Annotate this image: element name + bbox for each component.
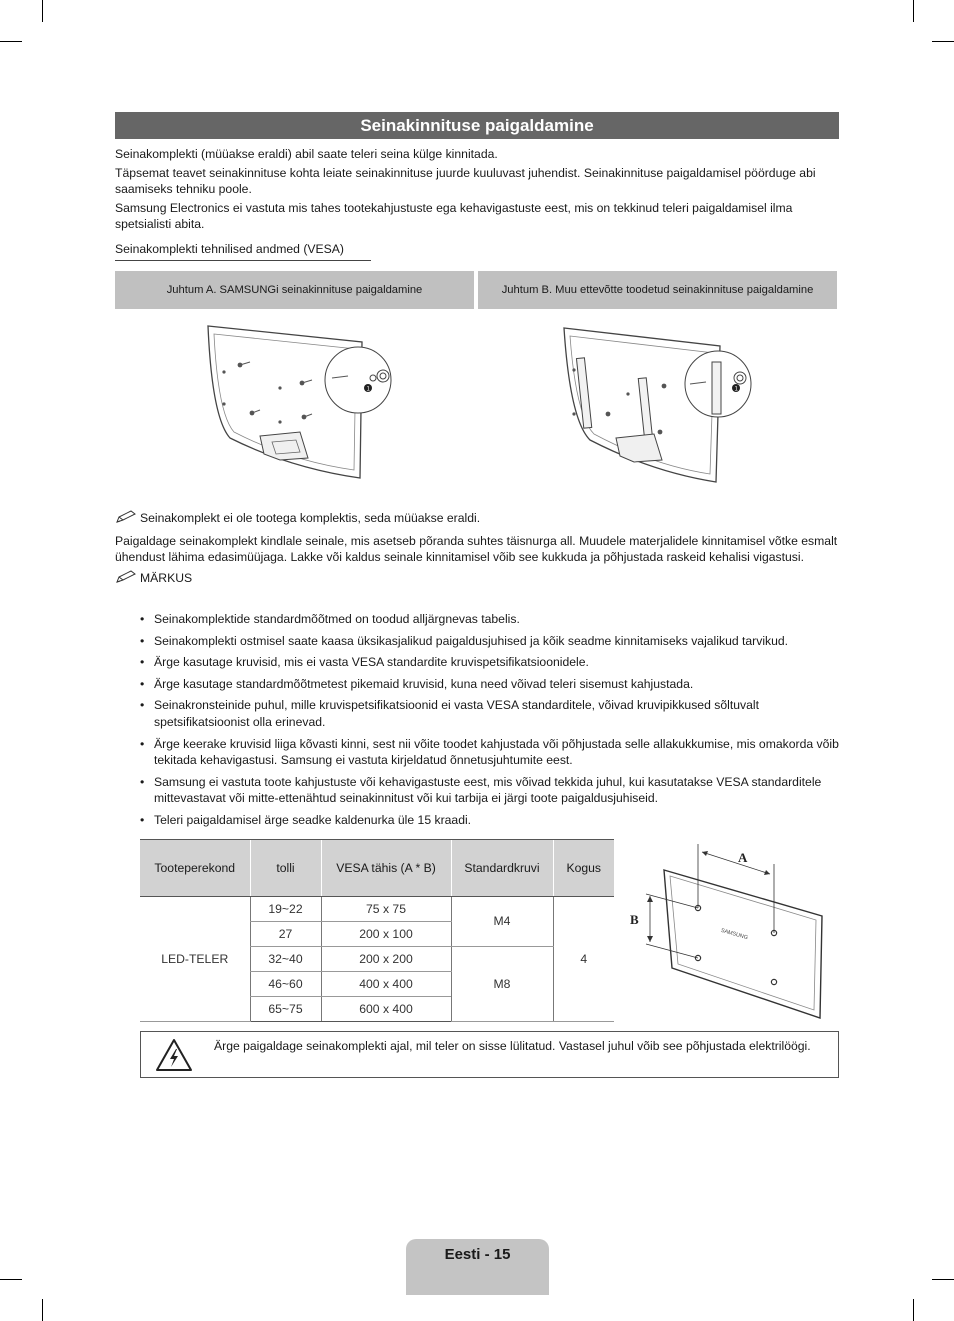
list-item: • Samsung ei vastuta toote kahjustuste või kehavigastuste eest, mis võivad tekkida juhul, kui kasutatakse VESA standarditele mittevastavat või mitte-ettenähtud seinakinnitust või kui tarbija ei järgi toote paigaldusjuhiseid.	[140, 774, 840, 807]
samsung-logo: SAMSUNG	[720, 927, 749, 942]
quantity-cell: 4	[553, 897, 614, 1022]
page-number: Eesti - 15	[406, 1239, 549, 1295]
list-item: • Ärge kasutage standardmõõtmetest pikemaid kruvisid, kuna need võivad teleri sisemust kahjustada.	[140, 676, 840, 693]
case-a-label: Juhtum A. SAMSUNGi seinakinnituse paigaldamine	[115, 271, 474, 309]
product-family-cell: LED-TELER	[140, 897, 250, 1022]
list-item: • Seinakomplektide standardmõõtmed on toodud alljärgnevas tabelis.	[140, 611, 840, 628]
table-cell: 46~60	[250, 972, 321, 997]
table-cell: 75 x 75	[321, 897, 451, 922]
notes-list	[140, 611, 840, 834]
page-title: Seinakinnituse paigaldamine	[115, 112, 839, 139]
intro-paragraph: Seinakomplekti (müüakse eraldi) abil saate teleri seina külge kinnitada.	[115, 147, 498, 161]
dimension-a-label: A	[738, 850, 748, 865]
note-text: Seinakomplekt ei ole tootega komplektis, seda müüakse eraldi.	[140, 511, 481, 525]
note-heading: MÄRKUS	[140, 570, 193, 585]
table-row	[140, 897, 614, 922]
warning-text: Ärge paigaldage seinakomplekti ajal, mil teler on sisse lülitatud. Vastasel juhul võib see põhjustada elektrilöögi.	[214, 1039, 811, 1053]
table-cell: 65~75	[250, 997, 321, 1022]
case-b-label: Juhtum B. Muu ettevõtte toodetud seinakinnituse paigaldamine	[478, 271, 837, 309]
table-cell: 27	[250, 922, 321, 947]
callout-number: 1	[734, 386, 738, 393]
table-cell: 19~22	[250, 897, 321, 922]
crop-mark	[932, 41, 954, 42]
table-header-row	[140, 840, 614, 897]
table-header: Tooteperekond	[140, 840, 250, 897]
case-tabs	[115, 271, 839, 309]
vesa-heading: Seinakomplekti tehnilised andmed (VESA)	[115, 241, 371, 261]
table-cell: 200 x 200	[321, 947, 451, 972]
crop-mark	[913, 0, 914, 22]
pencil-note-icon	[115, 570, 137, 584]
pencil-note-icon	[115, 510, 137, 524]
screw-cell: M8	[451, 947, 553, 1022]
intro-text	[115, 146, 839, 235]
intro-paragraph: Täpsemat teavet seinakinnituse kohta leiate seinakinnituse juurde kuuluvast juhendist. Seinakinnituse paigaldamisel pöörduge abi saamiseks tehniku poole.	[115, 165, 816, 197]
table-header: tolli	[250, 840, 321, 897]
table-header: VESA tähis (A * B)	[321, 840, 451, 897]
crop-mark	[0, 1279, 22, 1280]
vesa-dimension-diagram	[626, 838, 836, 1028]
callout-number: 1	[366, 386, 370, 393]
list-item: • Teleri paigaldamisel ärge seadke kaldenurka üle 15 kraadi.	[140, 812, 840, 829]
crop-mark	[42, 1299, 43, 1321]
table-header: Standardkruvi	[451, 840, 553, 897]
list-item: • Ärge keerake kruvisid liiga kõvasti kinni, sest nii võite toodet kahjustada või põhjustada selle allakukkumise, mis omakorda võib tekitada kehavigastusi. Samsung ei vastuta kirjeldatud õnnetusjuhtumite eest.	[140, 736, 840, 769]
crop-mark	[913, 1299, 914, 1321]
table-cell: 200 x 100	[321, 922, 451, 947]
tv-back-illustration-b	[560, 322, 770, 487]
notes-section	[115, 510, 841, 586]
table-cell: 600 x 400	[321, 997, 451, 1022]
table-cell: 32~40	[250, 947, 321, 972]
table-header: Kogus	[553, 840, 614, 897]
note-line	[115, 570, 841, 587]
vesa-spec-table	[140, 839, 614, 1022]
screw-cell: M4	[451, 897, 553, 947]
tv-back-illustration-a	[200, 318, 410, 483]
table-cell: 400 x 400	[321, 972, 451, 997]
crop-mark	[932, 1279, 954, 1280]
crop-mark	[0, 41, 22, 42]
warning-box	[140, 1031, 839, 1078]
dimension-b-label: B	[630, 912, 639, 927]
list-item: • Seinakronsteinide puhul, mille kruvispetsifikatsioonid ei vasta VESA standarditele, võivad kruvipikkused sõltuvalt spetsifikatsioonist olla erinevad.	[140, 697, 840, 730]
electric-shock-warning-icon	[155, 1038, 193, 1072]
mounting-paragraph: Paigaldage seinakomplekt kindlale seinale, mis asetseb põranda suhtes täisnurga all. Muudele materjalidele kinnitamisel võtke esmalt ühendust lähima edasimüüjaga. Lakke või kaldus seinale kinnitamisel võib see kukkuda ja põhjustada raskeid kehalisi vigastusi.	[115, 533, 838, 565]
crop-mark	[42, 0, 43, 22]
intro-paragraph: Samsung Electronics ei vastuta mis tahes tootekahjustuste ega kehavigastuste eest, mis on tekkinud teleri paigaldamisel ilma spetsialisti abita.	[115, 200, 793, 232]
list-item: • Seinakomplekti ostmisel saate kaasa üksikasjalikud paigaldusjuhised ja kõik seadme kinnitamiseks vajalikud tarvikud.	[140, 633, 840, 650]
note-line	[115, 510, 841, 527]
list-item: • Ärge kasutage kruvisid, mis ei vasta VESA standardite kruvispetsifikatsioonidele.	[140, 654, 840, 671]
